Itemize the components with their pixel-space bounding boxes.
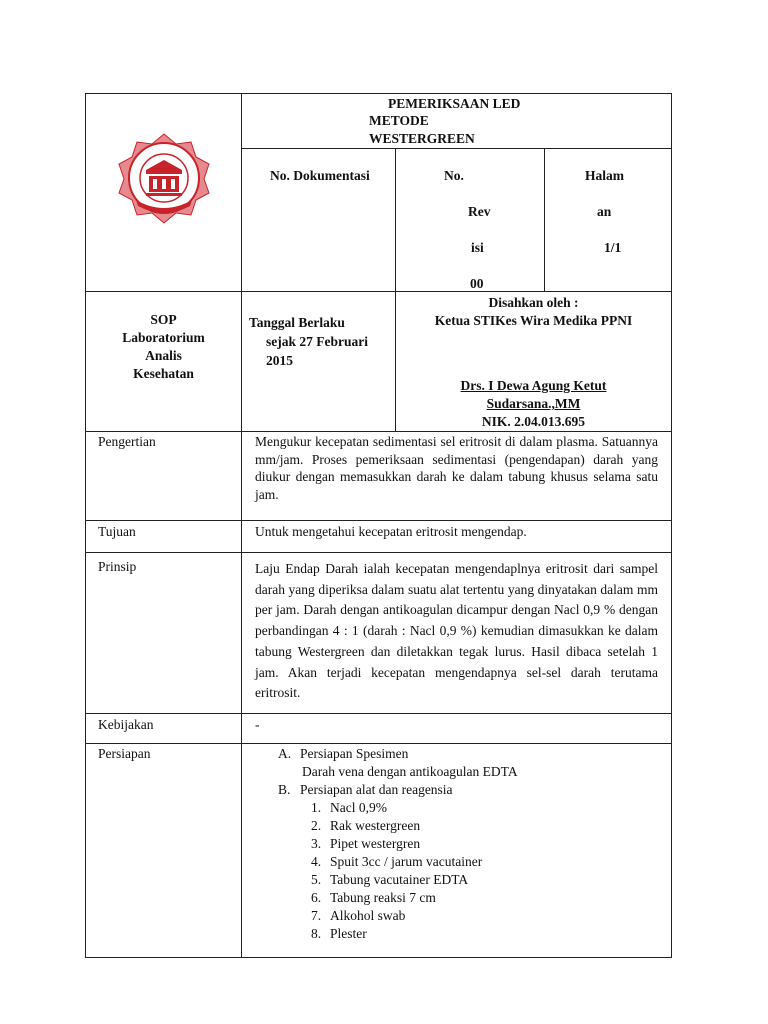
row-label-prinsip: Prinsip: [98, 559, 137, 574]
list-item: 8.: [311, 926, 322, 941]
row-label-kebijakan: Kebijakan: [98, 717, 154, 732]
signer-name-line-2: Sudarsana.,MM: [486, 396, 581, 411]
page-value: 1/1: [604, 240, 622, 255]
sop-analis: Analis: [145, 348, 182, 363]
page-label-1: Halam: [585, 168, 624, 183]
persiapan-a-label: Persiapan Spesimen: [300, 746, 409, 761]
signer-name-line-1: Drs. I Dewa Agung Ketut: [460, 378, 607, 393]
list-item: 7.: [311, 908, 322, 923]
list-item-text: Nacl 0,9%: [330, 800, 387, 815]
page-label-2: an: [597, 204, 612, 219]
sop-kesehatan: Kesehatan: [133, 366, 194, 381]
doc-title-line-3: WESTERGREEN: [369, 131, 475, 146]
list-item-text: Alkohol swab: [330, 908, 406, 923]
kebijakan-text: -: [255, 717, 260, 732]
row-label-pengertian: Pengertian: [98, 434, 156, 449]
revision-label-2: isi: [471, 240, 484, 255]
list-item-text: Pipet westergren: [330, 836, 421, 851]
row-label-persiapan: Persiapan: [98, 746, 151, 761]
list-item: 2.: [311, 818, 322, 833]
sop-lab: Laboratorium: [122, 330, 205, 345]
list-item-text: Tabung reaksi 7 cm: [330, 890, 436, 905]
effective-date-year: 2015: [266, 353, 293, 368]
doc-title-line-2: METODE: [369, 113, 429, 128]
persiapan-b-label: Persiapan alat dan reagensia: [300, 782, 453, 797]
pengertian-text: Mengukur kecepatan sedimentasi sel eritrosit di dalam plasma. Satuannya mm/jam. Proses pemeriksaan sedimentasi (pengendapan) darah yang diukur dengan memasukkan darah ke dalam tabung khusus selama satu jam.: [255, 434, 658, 502]
list-item: 1.: [311, 800, 322, 815]
sop-title: SOP: [150, 312, 177, 327]
list-item-text: Plester: [330, 926, 367, 941]
persiapan-a-text: Darah vena dengan antikoagulan EDTA: [302, 764, 518, 779]
tujuan-text: Untuk mengetahui kecepatan eritrosit mengendap.: [255, 524, 527, 539]
logo-emblem: [116, 130, 212, 226]
doc-title-line-1: PEMERIKSAAN LED: [388, 96, 521, 111]
approved-by-label: Disahkan oleh :: [488, 295, 579, 310]
prinsip-text: Laju Endap Darah ialah kecepatan mengendaplnya eritrosit dari sampel darah yang diperiksa dalam suatu alat tertentu yang dinyatakan dalam mm per jam. Darah dengan antikoagulan dicampur dengan Nacl 0,9 % dengan perbandingan 4 : 1 (darah : Nacl 0,9 %) kemudian dimasukkan ke dalam tabung Westergreen dan diletakkan tegak lurus. Hasil dibaca setelah 1 jam. Akan terjadi kecepatan mengendapnya sel-sel darah terutama eritrosit.: [255, 561, 658, 701]
approver-title: Ketua STIKes Wira Medika PPNI: [434, 313, 633, 328]
doc-number-label: No. Dokumentasi: [270, 168, 370, 183]
persiapan-a-marker: A.: [278, 746, 292, 761]
revision-value: 00: [470, 276, 484, 291]
list-item: 6.: [311, 890, 322, 905]
list-item: 4.: [311, 854, 322, 869]
list-item-text: Rak westergreen: [330, 818, 421, 833]
institution-logo: [116, 130, 212, 226]
no-label: No.: [444, 168, 464, 183]
list-item-text: Spuit 3cc / jarum vacutainer: [330, 854, 483, 869]
effective-date-label: Tanggal Berlaku: [249, 315, 345, 330]
persiapan-b-marker: B.: [278, 782, 291, 797]
signer-nik: NIK. 2.04.013.695: [481, 414, 586, 429]
list-item: 5.: [311, 872, 322, 887]
list-item: 3.: [311, 836, 322, 851]
list-item-text: Tabung vacutainer EDTA: [330, 872, 469, 887]
revision-label-1: Rev: [468, 204, 491, 219]
effective-date-value: sejak 27 Februari: [266, 334, 368, 349]
row-label-tujuan: Tujuan: [98, 524, 136, 539]
